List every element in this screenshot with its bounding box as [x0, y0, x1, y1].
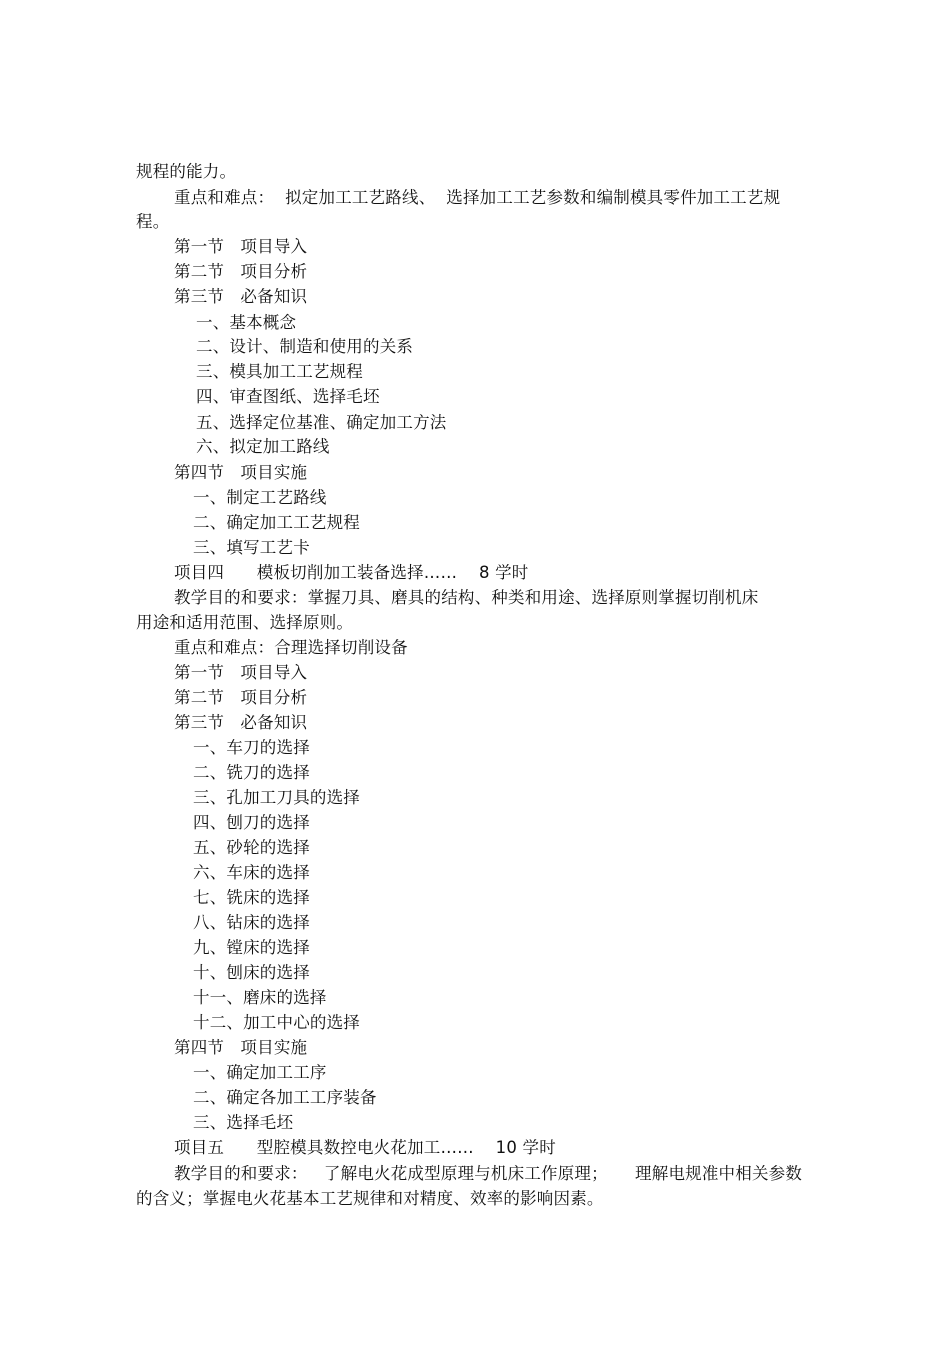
list-item: 一、制定工艺路线	[193, 488, 327, 507]
list-item: 十、刨床的选择	[193, 963, 310, 982]
text-line: 规程的能力。	[136, 162, 237, 181]
list-item: 三、模具加工工艺规程	[196, 362, 363, 381]
list-item: 二、铣刀的选择	[193, 763, 310, 782]
list-item: 六、车床的选择	[193, 863, 310, 882]
list-item: 三、孔加工刀具的选择	[193, 788, 360, 807]
text-line: 重点和难点：合理选择切削设备	[174, 638, 408, 657]
text-line: 教学目的和要求： 了解电火花成型原理与机床工作原理； 理解电规准中相关参数	[174, 1164, 803, 1183]
list-item: 八、钻床的选择	[193, 913, 310, 932]
list-item: 十一、磨床的选择	[193, 988, 327, 1007]
list-item: 一、确定加工工序	[193, 1063, 327, 1082]
list-item: 十二、加工中心的选择	[193, 1013, 360, 1032]
section-heading: 第四节 项目实施	[174, 1038, 308, 1057]
list-item: 二、设计、制造和使用的关系	[196, 337, 414, 356]
list-item: 五、选择定位基准、确定加工方法	[196, 413, 447, 432]
list-item: 九、镗床的选择	[193, 938, 310, 957]
list-item: 二、确定各加工工序装备	[193, 1088, 377, 1107]
section-heading: 第三节 必备知识	[174, 713, 308, 732]
list-item: 一、车刀的选择	[193, 738, 310, 757]
text-line: 用途和适用范围、选择原则。	[136, 613, 354, 632]
list-item: 五、砂轮的选择	[193, 838, 310, 857]
list-item: 三、填写工艺卡	[193, 538, 310, 557]
list-item: 四、刨刀的选择	[193, 813, 310, 832]
section-heading: 第二节 项目分析	[174, 262, 308, 281]
list-item: 四、审查图纸、选择毛坯	[196, 387, 380, 406]
list-item: 三、选择毛坯	[193, 1113, 294, 1132]
list-item: 七、铣床的选择	[193, 888, 310, 907]
list-item: 二、确定加工工艺规程	[193, 513, 360, 532]
section-heading: 第一节 项目导入	[174, 663, 308, 682]
text-line: 重点和难点： 拟定加工工艺路线、 选择加工工艺参数和编制模具零件加工工艺规	[174, 188, 781, 207]
list-item: 一、基本概念	[196, 313, 297, 332]
section-heading: 第三节 必备知识	[174, 287, 308, 306]
list-item: 六、拟定加工路线	[196, 437, 330, 456]
section-heading: 第二节 项目分析	[174, 688, 308, 707]
project-heading: 项目五 型腔模具数控电火花加工…… 10 学时	[174, 1138, 556, 1157]
text-line: 的含义；掌握电火花基本工艺规律和对精度、效率的影响因素。	[136, 1189, 604, 1208]
section-heading: 第一节 项目导入	[174, 237, 308, 256]
text-line: 程。	[136, 212, 170, 231]
section-heading: 第四节 项目实施	[174, 463, 308, 482]
project-heading: 项目四 模板切削加工装备选择…… 8 学时	[174, 563, 529, 582]
text-line: 教学目的和要求：掌握刀具、磨具的结构、种类和用途、选择原则掌握切削机床	[174, 588, 759, 607]
